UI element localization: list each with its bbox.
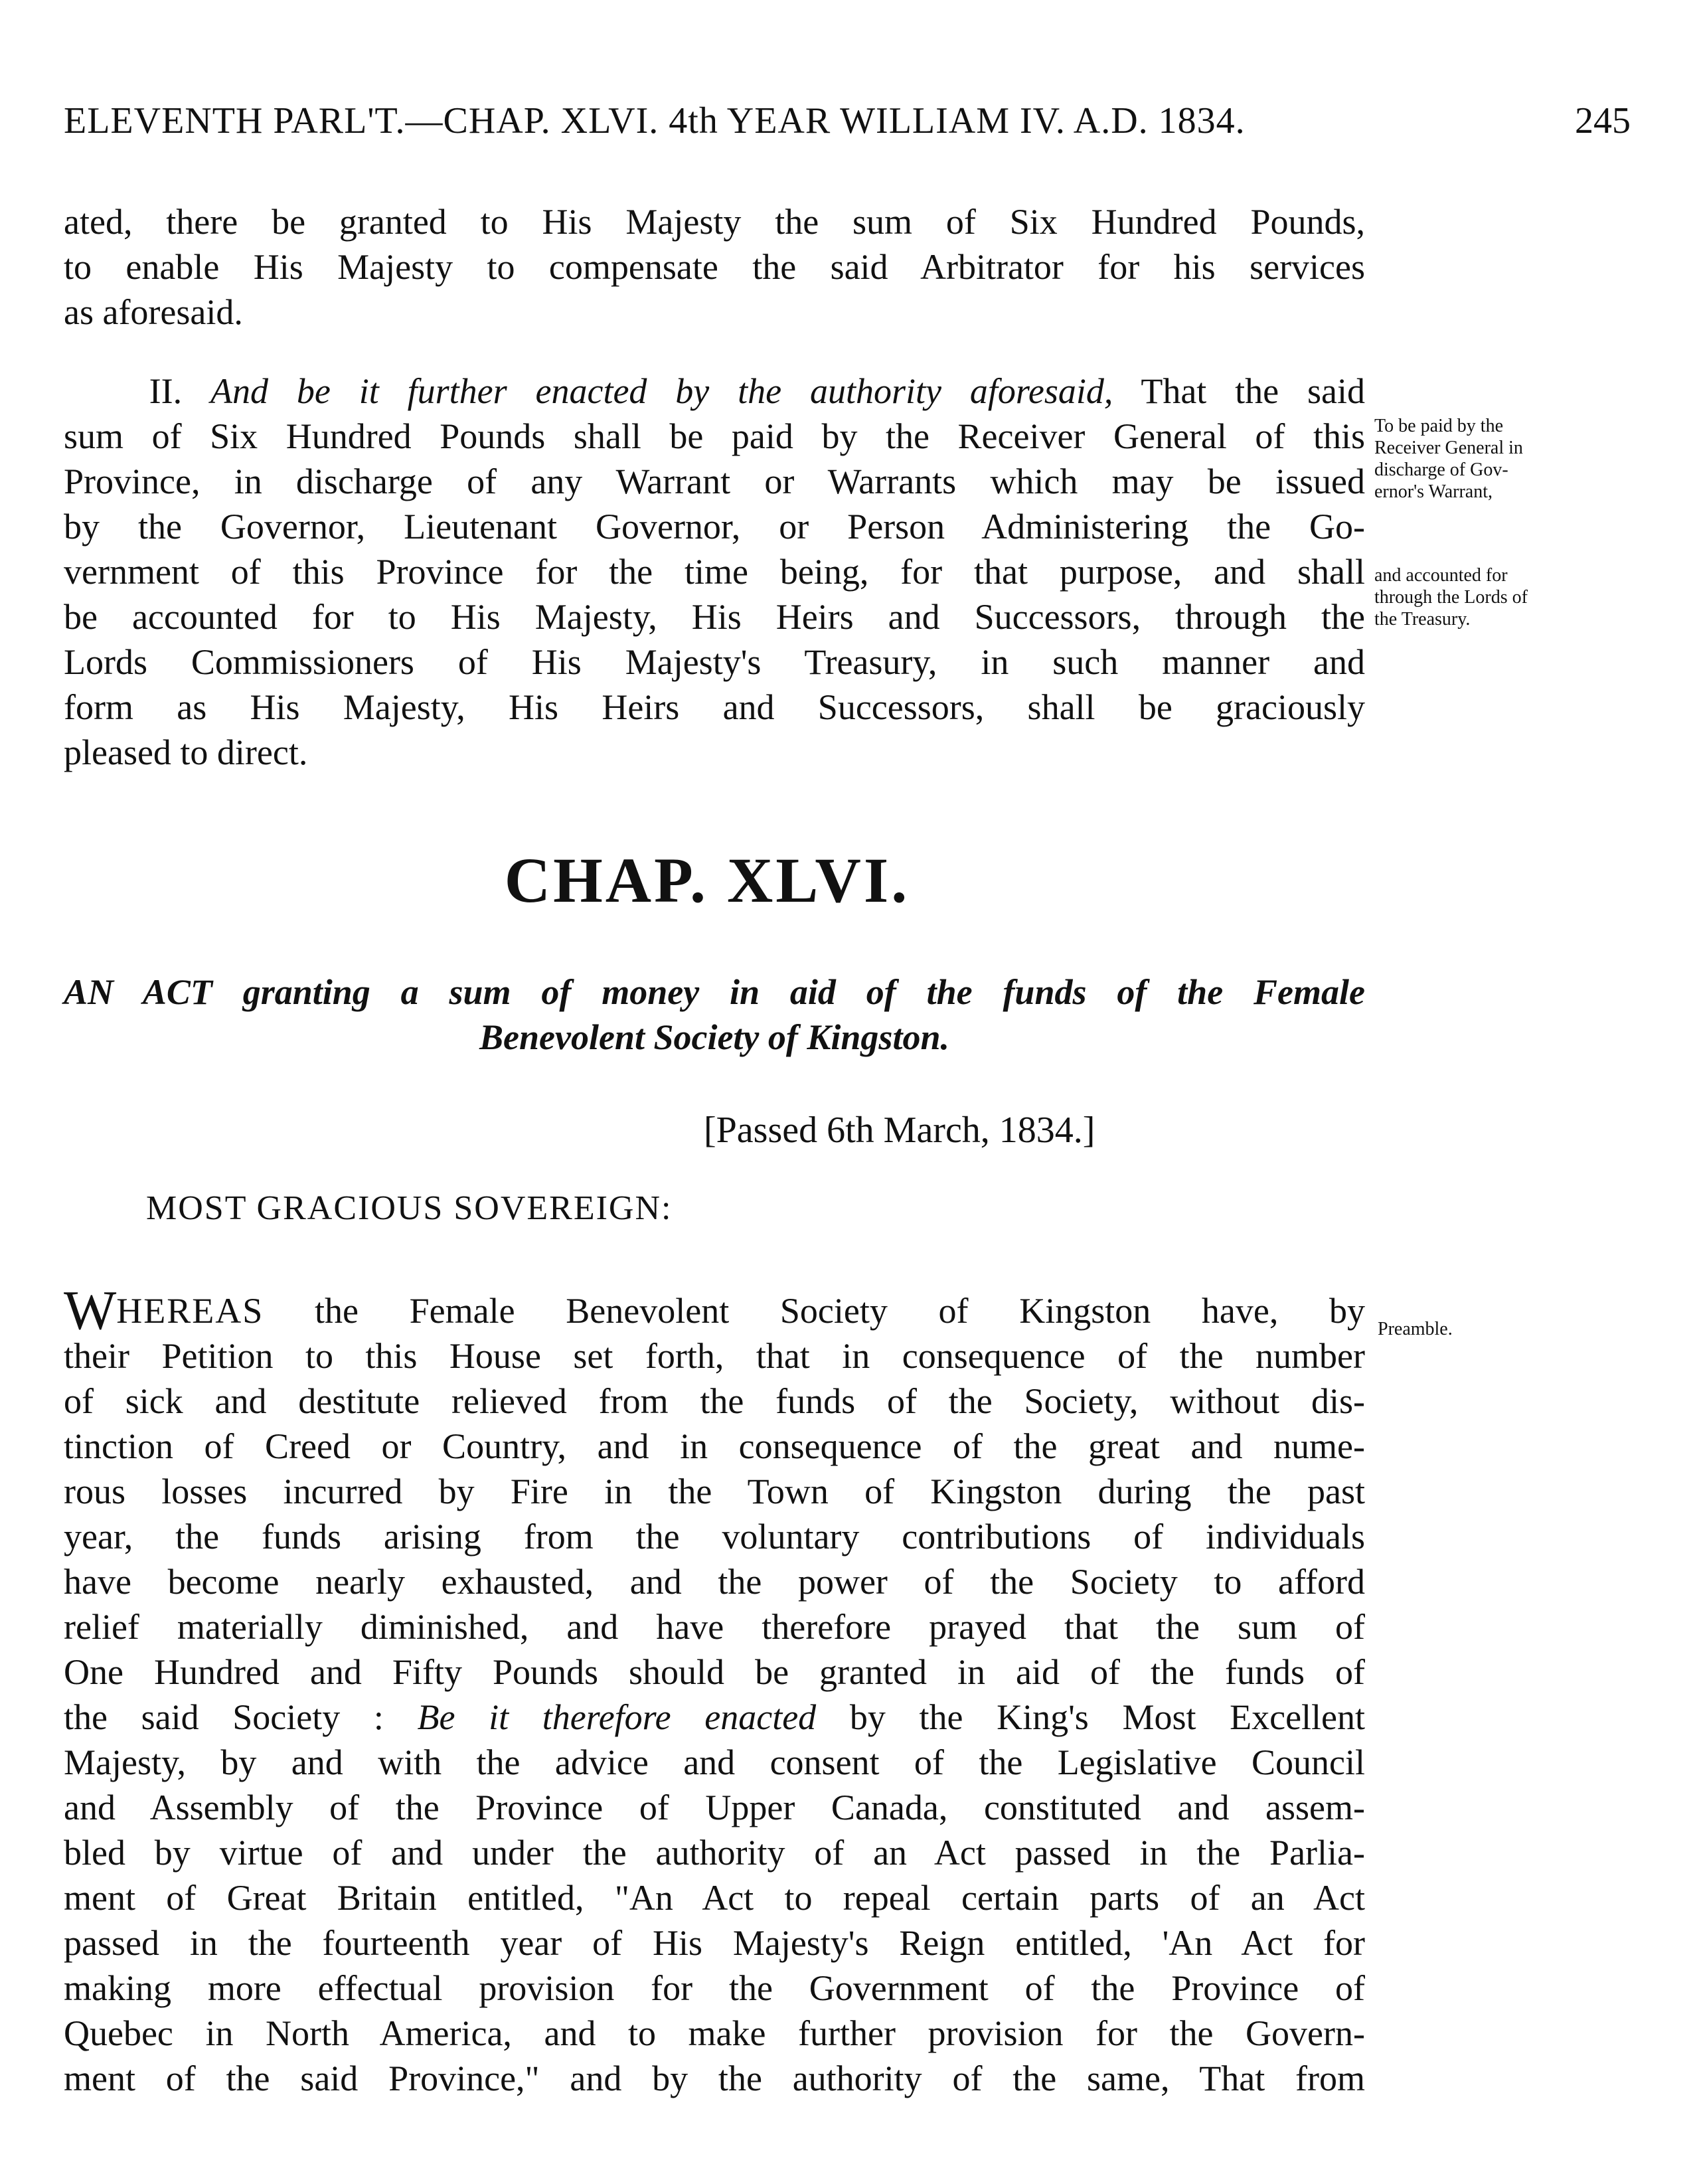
text-line: [64, 1695, 1365, 1740]
text-line: Province, in discharge of any Warrant or Warrants which may be issued: [64, 462, 1365, 501]
margin-line: ernor's Warrant,: [1374, 481, 1493, 502]
margin-line: discharge of Gov-: [1374, 460, 1508, 480]
text-line: ment of the said Province," and by the authority of the same, That from: [64, 2058, 1365, 2098]
enacting-clause: And be it further enacted by the authority aforesaid,: [210, 371, 1113, 411]
first-word: HEREAS: [116, 1291, 264, 1331]
text-line: bled by virtue of and under the authority of an Act passed in the Parlia-: [64, 1833, 1365, 1873]
text-line: to enable His Majesty to compensate the said Arbitrator for his services: [64, 247, 1365, 287]
text-line: tinction of Creed or Country, and in consequence of the great and nume-: [64, 1426, 1365, 1466]
text-line: have become nearly exhausted, and the power of the Society to afford: [64, 1562, 1365, 1602]
text-fragment: by the King's Most Excellent: [849, 1697, 1366, 1737]
margin-line: and accounted for: [1374, 565, 1508, 586]
text-fragment: the said Society :: [64, 1697, 384, 1737]
text-line: Lords Commissioners of His Majesty's Treasury, in such manner and: [64, 642, 1365, 682]
text-line: sum of Six Hundred Pounds shall be paid by the Receiver General of this: [64, 416, 1365, 456]
text-line: by the Governor, Lieutenant Governor, or Person Administering the Go-: [64, 507, 1365, 546]
text-line: of sick and destitute relieved from the funds of the Society, without dis-: [64, 1381, 1365, 1421]
text-line: ment of Great Britain entitled, "An Act to repeal certain parts of an Act: [64, 1878, 1365, 1918]
text-line: their Petition to this House set forth, that in consequence of the number: [64, 1336, 1365, 1376]
text-line: Quebec in North America, and to make further provision for the Govern-: [64, 2013, 1365, 2053]
text-fragment: the Female Benevolent Society of Kingston have, by: [315, 1291, 1366, 1331]
text-fragment: That the said: [1141, 371, 1366, 411]
chapter-heading: CHAP. XLVI.: [504, 845, 910, 916]
text-line: ated, there be granted to His Majesty the sum of Six Hundred Pounds,: [64, 202, 1365, 242]
margin-note-accounting: [1374, 564, 1607, 630]
text-line: making more effectual provision for the Government of the Province of: [64, 1968, 1365, 2008]
text-line: rous losses incurred by Fire in the Town of Kingston during the past: [64, 1471, 1365, 1511]
margin-line: To be paid by the: [1374, 416, 1503, 436]
margin-note-preamble: Preamble.: [1378, 1319, 1453, 1339]
margin-line: Receiver General in: [1374, 438, 1523, 458]
margin-line: through the Lords of: [1374, 587, 1528, 608]
text-line: and Assembly of the Province of Upper Canada, constituted and assem-: [64, 1788, 1365, 1827]
text-line: Majesty, by and with the advice and consent of the Legislative Council: [64, 1742, 1365, 1782]
header-title: ELEVENTH PARL'T.—CHAP. XLVI. 4th YEAR WILLIAM IV. A.D. 1834.: [64, 100, 1246, 141]
act-title-line: Benevolent Society of Kingston.: [479, 1017, 949, 1057]
text-line: [64, 1280, 1366, 1341]
passed-date: [Passed 6th March, 1834.]: [704, 1110, 1095, 1151]
section-number: II.: [149, 371, 183, 411]
text-line: relief materially diminished, and have therefore prayed that the sum of: [64, 1607, 1365, 1647]
preamble-paragraph: [64, 1280, 1366, 2101]
text-line: pleased to direct.: [64, 732, 308, 772]
text-line: One Hundred and Fifty Pounds should be granted in aid of the funds of: [64, 1652, 1365, 1692]
running-header: [64, 100, 1631, 146]
text-line: as aforesaid.: [64, 292, 243, 332]
margin-note-payment: [1374, 415, 1607, 503]
act-title-line: AN ACT granting a sum of money in aid of the funds of the Female: [64, 972, 1365, 1012]
text-line: vernment of this Province for the time being, for that purpose, and shall: [64, 552, 1365, 592]
page-number: 245: [1575, 100, 1631, 141]
drop-cap: W: [64, 1280, 117, 1341]
margin-line: the Treasury.: [1374, 609, 1471, 630]
text-line: [64, 369, 1365, 414]
enacting-clause: Be it therefore enacted: [417, 1697, 817, 1737]
text-line: form as His Majesty, His Heirs and Successors, shall be graciously: [64, 687, 1365, 727]
act-title: [64, 969, 1365, 1060]
text-line: be accounted for to His Majesty, His Heirs and Successors, through the: [64, 597, 1365, 637]
text-line: year, the funds arising from the voluntary contributions of individuals: [64, 1517, 1365, 1556]
continuation-paragraph: [64, 199, 1365, 335]
section-2-paragraph: [64, 369, 1365, 775]
text-line: passed in the fourteenth year of His Majesty's Reign entitled, 'An Act for: [64, 1923, 1365, 1963]
salutation: MOST GRACIOUS SOVEREIGN:: [146, 1189, 673, 1227]
